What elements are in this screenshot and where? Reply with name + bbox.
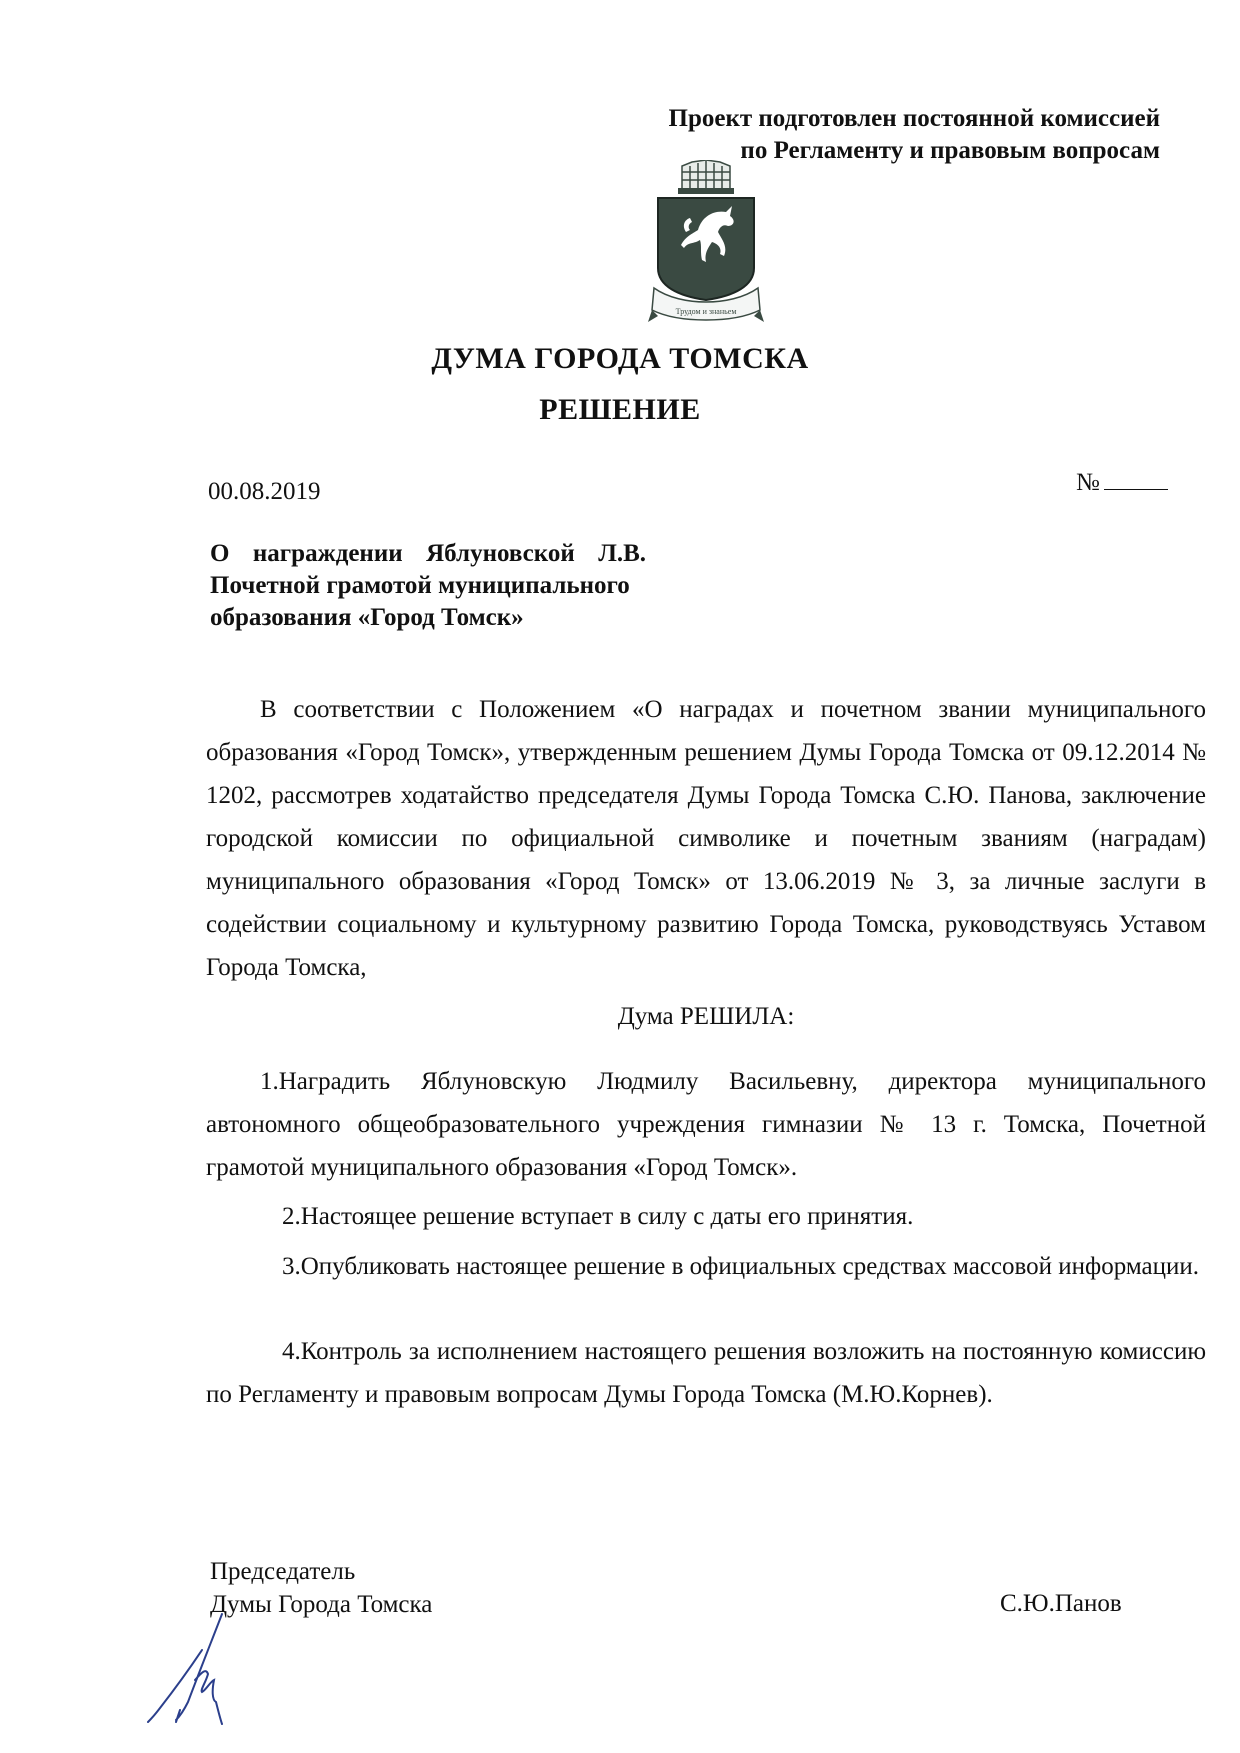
decision-subject — [210, 538, 646, 634]
decision-item: 2.Настоящее решение вступает в силу с даты его принятия. — [282, 1203, 914, 1230]
decided-heading: Дума РЕШИЛА: — [617, 1003, 795, 1030]
number-label: № — [1076, 469, 1100, 496]
document-date: 00.08.2019 — [208, 478, 321, 505]
item-1-block — [206, 1060, 1206, 1189]
handwritten-signature-icon — [140, 1610, 260, 1725]
organization-title: ДУМА ГОРОДА ТОМСКА — [431, 342, 809, 375]
prepared-by-line-1: Проект подготовлен постоянной комиссией — [668, 105, 1160, 132]
subject-line-2: Почетной грамотой муниципального — [210, 572, 630, 599]
position-line-2: Думы Города Томска — [210, 1591, 433, 1618]
preamble-block — [206, 688, 1206, 989]
emblem-motto: Трудом и знаньем — [675, 307, 737, 316]
subject-word: Яблуновской — [426, 540, 575, 567]
prepared-by-line-2: по Регламенту и правовым вопросам — [740, 137, 1160, 164]
subject-word: Л.В. — [598, 540, 646, 567]
decision-item: 4.Контроль за исполнением настоящего решения возложить на постоянную комиссию по Регламенту и правовым вопросам Думы Города Томска (М.Ю.Корнев). — [206, 1338, 1206, 1408]
number-blank-line — [1104, 465, 1168, 490]
tomsk-coat-of-arms-icon — [648, 160, 764, 326]
position-line-1: Председатель — [210, 1558, 356, 1585]
document-type-title: РЕШЕНИЕ — [539, 393, 701, 426]
item-3-block — [206, 1245, 1206, 1288]
document-number — [1076, 465, 1168, 497]
subject-word: О — [210, 540, 230, 567]
item-2-block — [206, 1195, 1206, 1238]
prepared-by-note — [560, 103, 1160, 167]
preamble-paragraph: В соответствии с Положением «О наградах и почетном звании муниципального образования «Город Томск», утвержденным решением Думы Города Томска от 09.12.2014 № 1202, рассмотрев ходатайство председателя Думы Города Томска С.Ю. Панова, заключение городской комиссии по официальной символике и почетным званиям (наградам) муниципального образования «Город Томск» от 13.06.2019 № 3, за личные заслуги в содействии социальному и культурному развитию Города Томска, руководствуясь Уставом Города Томска, — [206, 696, 1206, 981]
subject-line-3: образования «Город Томск» — [210, 604, 524, 631]
decision-item: 3.Опубликовать настоящее решение в официальных средствах массовой информации. — [282, 1253, 1199, 1280]
item-4-block — [206, 1330, 1206, 1416]
subject-line-1 — [210, 538, 646, 570]
decision-item: 1.Наградить Яблуновскую Людмилу Васильевну, директора муниципального автономного общеобразовательного учреждения гимназии № 13 г. Томска, Почетной грамотой муниципального образования «Город Томск». — [206, 1068, 1206, 1181]
subject-word: награждении — [252, 540, 403, 567]
signatory-name: С.Ю.Панов — [1000, 1590, 1122, 1617]
